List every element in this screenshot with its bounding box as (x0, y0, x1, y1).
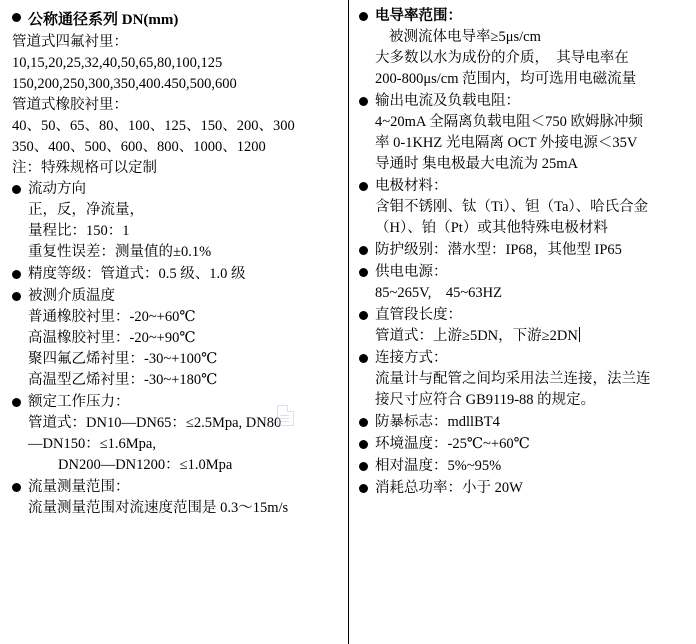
section-line: 导通时 集电极最大电流为 25mA (375, 156, 578, 172)
bullet-icon (12, 185, 21, 194)
section-heading (359, 348, 692, 369)
section-line: 量程比：150：1 (28, 223, 130, 239)
section-line: 率 0-1KHZ 光电隔离 OCT 外接电源＜35V (375, 135, 638, 151)
section-line: 高温型乙烯衬里：-30~+180℃ (28, 372, 218, 388)
spec-section (12, 264, 344, 285)
section-heading-text: 防护级别： (375, 242, 448, 258)
section-heading-text: 连接方式： (375, 350, 448, 366)
section-heading (12, 286, 344, 307)
section-heading-text: 电极材料： (375, 178, 448, 194)
text-caret (579, 327, 580, 342)
section-heading (359, 305, 692, 326)
bullet-icon (359, 311, 368, 320)
bullet-icon (359, 440, 368, 449)
section-heading-text: 被测介质温度 (28, 288, 115, 304)
intro-line: 10,15,20,25,32,40,50,65,80,100,125 (12, 55, 223, 71)
section-line: 被测流体电导率≥5μs/cm (389, 29, 541, 45)
section-line: 4~20mA 全隔离负载电阻＜750 欧姆脉冲频 (375, 114, 644, 130)
section-line: 管道式：DN10—DN65：≤2.5Mpa, DN80 (28, 415, 282, 431)
section-heading-text: 输出电流及负载电阻： (375, 93, 520, 109)
section-heading (359, 412, 692, 433)
spec-section (12, 477, 344, 519)
section-heading (12, 179, 344, 200)
section-heading-text: 电导率范围： (375, 8, 462, 24)
spec-section (359, 176, 692, 239)
spec-section (359, 91, 692, 175)
section-inline-value: mdllBT4 (447, 414, 500, 430)
section-heading-text: 直管段长度： (375, 307, 462, 323)
section-line: 接尺寸应符合 GB9119-88 的规定。 (375, 392, 596, 408)
intro-line: 40、50、65、80、100、125、150、200、300 (12, 118, 295, 134)
section-line: 大多数以水为成份的介质， 其导电率在 (375, 50, 629, 66)
bullet-icon (359, 418, 368, 427)
left-column-title (12, 8, 344, 29)
section-heading (12, 264, 344, 285)
spec-section (359, 262, 692, 304)
bullet-icon (359, 484, 368, 493)
title-text: 公称通径系列 DN(mm) (28, 12, 179, 28)
intro-line: 管道式橡胶衬里： (12, 97, 128, 113)
bullet-icon (359, 97, 368, 106)
section-inline-value: -25℃~+60℃ (447, 436, 530, 452)
section-line: DN200—DN1200：≤1.0Mpa (58, 457, 233, 473)
bullet-icon (12, 270, 21, 279)
section-heading-text: 相对温度： (375, 458, 448, 474)
section-line: 高温橡胶衬里：-20~+90℃ (28, 330, 196, 346)
section-heading (359, 434, 692, 455)
spec-section (359, 305, 692, 347)
bullet-icon (359, 12, 368, 21)
section-line (375, 326, 692, 347)
section-line: 85~265V, 45~63HZ (375, 285, 502, 301)
intro-line: 350、400、500、600、800、1000、1200 (12, 139, 266, 155)
section-heading-text: 额定工作压力： (28, 394, 130, 410)
section-inline-value: 5%~95% (447, 458, 502, 474)
spec-section (359, 412, 692, 433)
section-heading-text: 环境温度： (375, 436, 448, 452)
right-column (348, 0, 696, 644)
spec-section (359, 348, 692, 411)
intro-line: 150,200,250,300,350,400.450,500,600 (12, 76, 237, 92)
section-inline-value: 管道式：0.5 级、1.0 级 (100, 266, 246, 282)
section-heading (359, 240, 692, 261)
section-line: 重复性误差：测量值的±0.1% (28, 244, 212, 260)
section-heading (12, 477, 344, 498)
spec-section (359, 478, 692, 499)
section-heading (359, 456, 692, 477)
section-heading-text: 精度等级： (28, 266, 101, 282)
section-line-text: 管道式：上游≥5DN，下游≥2DN (375, 328, 578, 344)
intro-line: 注：特殊规格可以定制 (12, 160, 157, 176)
document-watermark-icon (277, 405, 299, 427)
section-heading (359, 262, 692, 283)
section-heading-text: 供电电源： (375, 264, 448, 280)
section-line: 流量计与配管之间均采用法兰连接，法兰连 (375, 371, 651, 387)
bullet-icon (12, 398, 21, 407)
spec-section (359, 456, 692, 477)
bullet-icon (12, 292, 21, 301)
section-heading-text: 流量测量范围： (28, 479, 130, 495)
section-line: 普通橡胶衬里：-20~+60℃ (28, 309, 196, 325)
bullet-icon (359, 268, 368, 277)
spec-section (359, 434, 692, 455)
bullet-icon (12, 483, 21, 492)
section-heading-text: 防暴标志： (375, 414, 448, 430)
bullet-icon (359, 246, 368, 255)
section-heading (359, 91, 692, 112)
bullet-icon (359, 354, 368, 363)
section-line: 200-800μs/cm 范围内，均可选用电磁流量 (375, 71, 637, 87)
section-line: 正，反，净流量， (28, 202, 144, 218)
intro-line: 管道式四氟衬里： (12, 34, 128, 50)
section-line: —DN150：≤1.6Mpa, (28, 436, 156, 452)
section-line: 含钼不锈刚、钛（Ti）、钽（Ta）、哈氏合金 (375, 199, 649, 215)
section-line: （H）、铂（Pt）或其他特殊电极材料 (375, 220, 608, 236)
section-heading-text: 流动方向 (28, 181, 86, 197)
section-inline-value: 潜水型：IP68，其他型 IP65 (447, 242, 622, 258)
bullet-icon (359, 462, 368, 471)
section-line: 聚四氟乙烯衬里：-30~+100℃ (28, 351, 218, 367)
spec-section (359, 6, 692, 90)
section-line: 流量测量范围对流速度范围是 0.3～15m/s (28, 500, 289, 516)
spec-section (12, 179, 344, 263)
spec-section (12, 286, 344, 391)
section-heading (359, 6, 692, 27)
bullet-icon (359, 182, 368, 191)
section-heading (359, 478, 692, 499)
section-heading-text: 消耗总功率： (375, 480, 462, 496)
bullet-icon (12, 13, 21, 22)
section-heading (359, 176, 692, 197)
section-inline-value: 小于 20W (462, 480, 523, 496)
spec-section (359, 240, 692, 261)
